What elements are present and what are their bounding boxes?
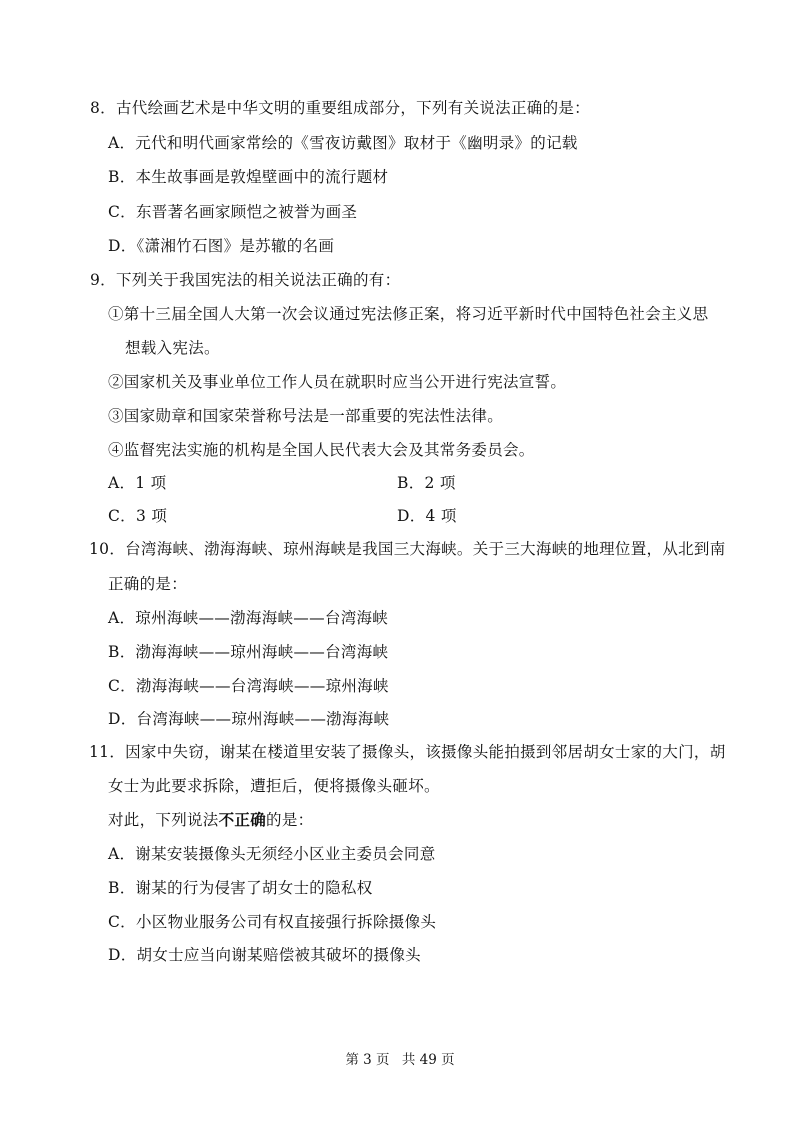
page-total: 共 49 页: [401, 1052, 455, 1068]
q11-prompt-emphasis: 不正确: [218, 811, 267, 829]
option-text: 1 项: [135, 474, 167, 492]
q10-option-a: [108, 608, 388, 628]
q8-option-c: [108, 202, 357, 222]
option-text: 台湾海峡——琼州海峡——渤海海峡: [136, 710, 390, 728]
q9-statement-2: ②国家机关及事业单位工作人员在就职时应当公开进行宪法宣誓。: [108, 373, 567, 391]
option-label: D．: [108, 946, 137, 964]
q8-option-b: [108, 167, 388, 187]
option-label: C．: [108, 203, 136, 221]
q11-stem-text: 因家中失窃，谢某在楼道里安装了摄像头，该摄像头能拍摄到邻居胡女士家的大门，胡: [125, 743, 726, 761]
q9-option-c: [108, 506, 167, 526]
option-text: 琼州海峡——渤海海峡——台湾海峡: [135, 609, 389, 627]
q10-number: 10．: [89, 540, 126, 558]
q11-option-a: [108, 844, 436, 864]
option-label: A．: [108, 845, 136, 863]
q11-stem-line-1: [89, 742, 726, 762]
q9-stem: [90, 270, 400, 290]
option-text: 东晋著名画家顾恺之被誉为画圣: [135, 203, 358, 221]
q11-stem-line-2: 女士为此要求拆除，遭拒后，便将摄像头砸坏。: [108, 777, 440, 795]
option-text: 胡女士应当向谢某赔偿被其破坏的摄像头: [136, 946, 421, 964]
q11-option-c: [108, 912, 436, 932]
q9-statement-1-cont: 想载入宪法。: [125, 339, 220, 357]
option-label: A．: [108, 609, 136, 627]
option-label: C．: [108, 677, 136, 695]
q9-number: 9．: [90, 271, 116, 289]
option-text: 4 项: [425, 507, 457, 525]
q10-option-b: [108, 642, 388, 662]
q11-number: 11．: [89, 743, 126, 761]
option-text: 本生故事画是敦煌壁画中的流行题材: [135, 168, 389, 186]
q8-stem: [90, 98, 590, 118]
q10-option-d: [108, 709, 389, 729]
q11-prompt-before: 对此，下列说法: [108, 811, 219, 829]
option-label: D．: [108, 710, 137, 728]
q9-option-b: [397, 473, 456, 493]
option-label: A．: [108, 134, 136, 152]
option-label: B．: [108, 879, 136, 897]
q8-option-d: [108, 236, 334, 256]
option-text: 渤海海峡——台湾海峡——琼州海峡: [135, 677, 389, 695]
q11-prompt: [108, 810, 313, 830]
page-number: 第 3 页: [345, 1052, 390, 1068]
option-label: D．: [397, 507, 426, 525]
q10-stem-line-1: [89, 539, 726, 559]
q10-option-c: [108, 676, 389, 696]
option-text: 元代和明代画家常绘的《雪夜访戴图》取材于《幽明录》的记载: [135, 134, 578, 152]
q9-statement-4: ④监督宪法实施的机构是全国人民代表大会及其常务委员会。: [108, 441, 535, 459]
option-text: 渤海海峡——琼州海峡——台湾海峡: [135, 643, 389, 661]
q10-stem-text: 台湾海峡、渤海海峡、琼州海峡是我国三大海峡。关于三大海峡的地理位置，从北到南: [125, 540, 726, 558]
q9-option-a: [108, 473, 167, 493]
option-text: 谢某安装摄像头无须经小区业主委员会同意: [135, 845, 436, 863]
q11-option-d: [108, 945, 421, 965]
option-text: 2 项: [424, 474, 456, 492]
q9-stem-text: 下列关于我国宪法的相关说法正确的有：: [115, 271, 401, 289]
option-label: B．: [108, 168, 136, 186]
option-label: C．: [108, 507, 136, 525]
option-text: 3 项: [135, 507, 168, 525]
q9-statement-3: ③国家勋章和国家荣誉称号法是一部重要的宪法性法律。: [108, 407, 504, 425]
option-text: 谢某的行为侵害了胡女士的隐私权: [135, 879, 373, 897]
option-label: B．: [397, 474, 425, 492]
page-footer: [0, 1051, 800, 1069]
q8-option-a: [108, 133, 578, 153]
q9-statement-1: ①第十三届全国人大第一次会议通过宪法修正案，将习近平新时代中国特色社会主义思: [108, 305, 709, 323]
option-text: 小区物业服务公司有权直接强行拆除摄像头: [135, 913, 437, 931]
option-label: D．: [108, 237, 137, 255]
q11-option-b: [108, 878, 373, 898]
option-label: C．: [108, 913, 136, 931]
q8-stem-text: 古代绘画艺术是中华文明的重要组成部分，下列有关说法正确的是：: [115, 99, 590, 117]
option-label: B．: [108, 643, 136, 661]
q8-number: 8．: [90, 99, 116, 117]
q9-option-d: [397, 506, 457, 526]
option-label: A．: [108, 474, 136, 492]
q10-stem-line-2: 正确的是：: [108, 575, 188, 593]
option-text: 《潇湘竹石图》是苏辙的名画: [136, 237, 335, 255]
q11-prompt-after: 的是：: [266, 811, 314, 829]
